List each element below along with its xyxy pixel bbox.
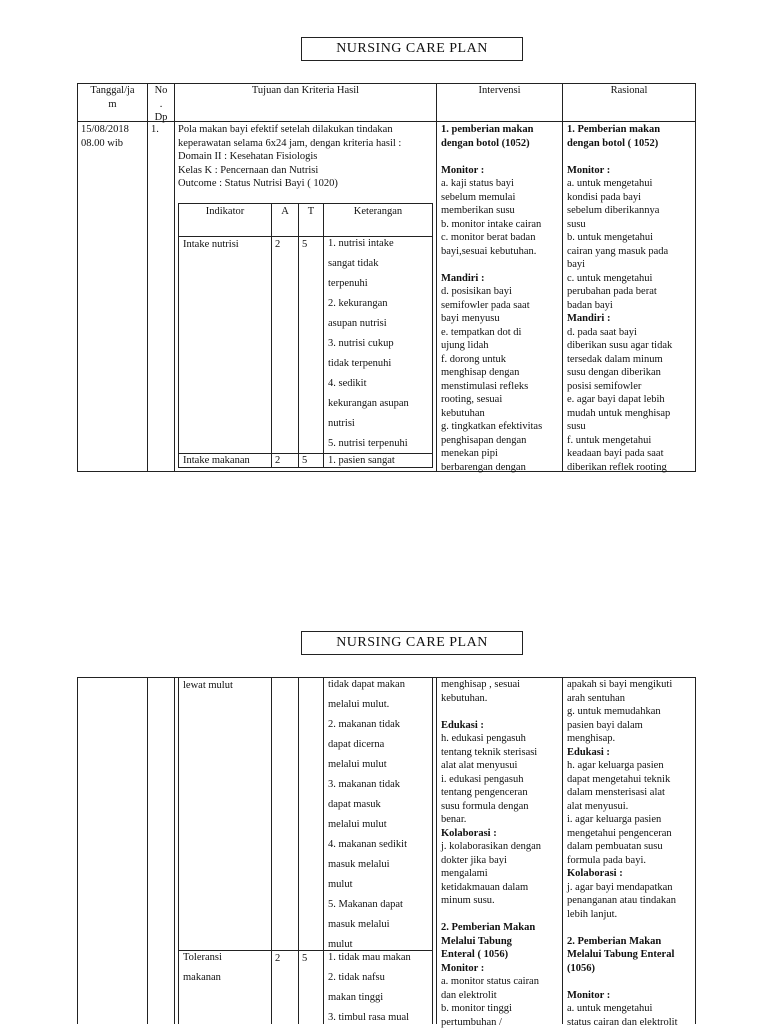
a-header: A bbox=[281, 206, 289, 217]
indicator-header: Indikator bbox=[205, 206, 245, 217]
indicator-row-1-a: 2 bbox=[275, 239, 281, 250]
intervention-heading: 1. pemberian makan dengan botol (1052) bbox=[441, 124, 534, 149]
p2-indicator-row-2: Toleransi makanan bbox=[183, 952, 222, 983]
rationale-heading: 1. Pemberian makan dengan botol ( 1052) bbox=[567, 124, 661, 149]
entry-date: 15/08/2018 08.00 wib bbox=[81, 124, 129, 149]
indicator-row-1-t: 5 bbox=[302, 239, 308, 250]
p2-rationale-body: apakah si bayi mengikuti arah sentuhan g. untuk memudahkan pasien bayi dalam menghisap. Edukasi : h. agar keluarga pasien dapat mengetahui teknik dalam mensterisasi alat alat menyusui. i. agar keluarga pasien mengetahui pengenceran dalam pembuatan susu formula pada bayi. Kolaborasi : j. agar bayi mendapatkan penanganan atau tindakan lebih lanjut. 2. Pemberian Makan Melalui Tabung Enteral (1056) Monitor : a. untuk mengetahui status cairan dan elektrolit bbox=[567, 679, 678, 1028]
goal-text: Pola makan bayi efektif setelah dilakukan tindakan keperawatan selama 6x24 jam, dengan kriteria hasil : Domain II : Kesehatan Fisiologis Kelas K : Pencernaan dan Nutrisi Outcome : Status Nutrisi Bayi ( 1020) bbox=[178, 124, 402, 189]
rationale-body: Monitor : a. untuk mengetahui kondisi pada bayi sebelum diberikannya susu b. untuk mengetahui cairan yang masuk pada bayi c. untuk mengetahui perubahan pada berat badan bayi Mandiri : d. pada saat bayi diberikan susu agar tidak tersedak dalam minum susu dengan diberikan posisi semifowler e. agar bayi dapat lebih mudah untuk menghisap susu f. untuk mengetahui keadaan bayi pada saat diberikan reflek rooting bbox=[567, 164, 673, 473]
indicator-row-1: Intake nutrisi bbox=[183, 239, 239, 250]
header-date: Tanggal/ja m bbox=[90, 85, 135, 110]
dp-number: 1. bbox=[151, 124, 159, 135]
note-header: Keterangan bbox=[353, 206, 403, 217]
p2-indicator-row-2-note: 1. tidak mau makan 2. tidak nafsu makan tinggi 3. timbul rasa mual bbox=[328, 952, 411, 1023]
header-rationale: Rasional bbox=[610, 85, 648, 96]
intervention-body: Monitor : a. kaji status bayi sebelum memulai memberikan susu b. monitor intake cairan c. monitor berat badan bayi,sesuai kebutuhan. Mandiri : d. posisikan bayi semifowler pada saat bayi menyusu e. tempatkan dot di ujung lidah f. dorong untuk menghisap dengan menstimulasi refleks rooting, sesuai kebutuhan g. tingkatkan efektivitas penghisapan dengan menekan pipi berbarengan dengan bbox=[441, 164, 543, 473]
indicator-row-2-note: 1. pasien sangat bbox=[328, 455, 395, 466]
p2-intervention-body: menghisap , sesuai kebutuhan. Edukasi : h. edukasi pengasuh tentang teknik sterisasi alat alat menyusui i. edukasi pengasuh tentang pengenceran susu formula dengan benar. Kolaborasi : j. kolaborasikan dengan dokter jika bayi mengalami ketidakmauan dalam minum susu. 2. Pemberian Makan Melalui Tabung Enteral ( 1056) Monitor : a. monitor status cairan dan elektrolit b. monitor tinggi pertumbuhan / bbox=[441, 679, 542, 1028]
page1-title: NURSING CARE PLAN bbox=[301, 37, 523, 61]
indicator-row-1-note: 1. nutrisi intake sangat tidak terpenuhi 2. kekurangan asupan nutrisi 3. nutrisi cukup tidak terpenuhi 4. sedikit kekurangan asupan nutrisi 5. nutrisi terpenuhi bbox=[328, 238, 409, 449]
indicator-row-2-a: 2 bbox=[275, 455, 281, 466]
p2-indicator-row-1-note: tidak dapat makan melalui mulut. 2. makanan tidak dapat dicerna melalui mulut 3. makanan tidak dapat masuk melalui mulut 4. makanan sedikit masuk melalui mulut 5. Makanan dapat masuk melalui mulut bbox=[328, 679, 408, 950]
header-intervention: Intervensi bbox=[478, 85, 521, 96]
t-header: T bbox=[307, 206, 315, 217]
header-no-dp: No . Dp bbox=[154, 85, 168, 123]
header-goal: Tujuan dan Kriteria Hasil bbox=[251, 85, 360, 96]
indicator-row-2-t: 5 bbox=[302, 455, 308, 466]
p2-indicator-row-1: lewat mulut bbox=[183, 680, 233, 691]
p2-indicator-row-2-a: 2 bbox=[275, 953, 281, 964]
indicator-row-2: Intake makanan bbox=[183, 455, 250, 466]
page2-title: NURSING CARE PLAN bbox=[301, 631, 523, 655]
p2-indicator-row-2-t: 5 bbox=[302, 953, 308, 964]
